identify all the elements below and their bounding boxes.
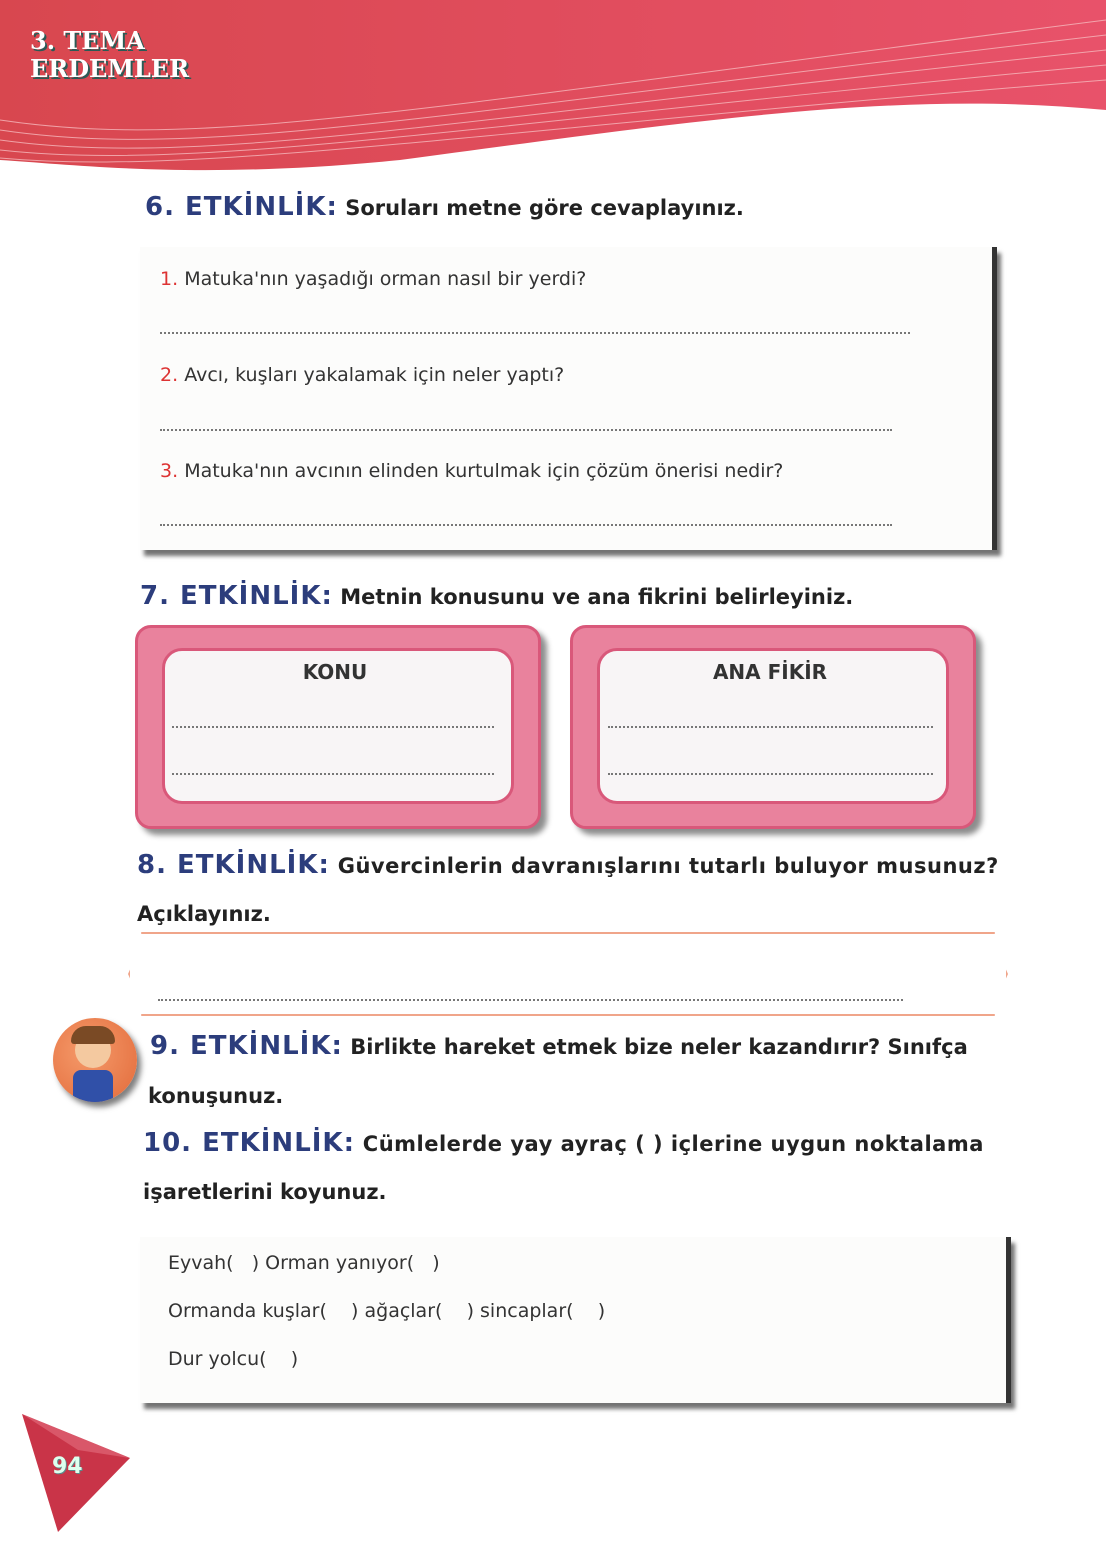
question-1: 1. Matuka'nın yaşadığı orman nasıl bir yerdi? — [160, 268, 587, 290]
topic-line-1[interactable] — [172, 726, 494, 728]
activity-8-heading-line2: Açıklayınız. — [137, 902, 271, 926]
theme-number: 3. TEMA — [30, 26, 145, 55]
answer-line-1[interactable] — [160, 332, 910, 334]
activity-10-heading-line2: işaretlerini koyunuz. — [143, 1180, 387, 1204]
question-2: 2. Avcı, kuşları yakalamak için neler yaptı? — [160, 364, 565, 386]
activity-8-answer-line[interactable] — [158, 999, 903, 1001]
sentence-2: Ormanda kuşlar( ) ağaçlar( ) sincaplar( ) — [168, 1300, 606, 1322]
sentence-1: Eyvah( ) Orman yanıyor( ) — [168, 1252, 440, 1274]
student-avatar-icon — [53, 1018, 137, 1102]
questions-card — [140, 247, 997, 550]
main-idea-label: ANA FİKİR — [712, 660, 828, 684]
activity-10-heading: 10. ETKİNLİK: Cümlelerde yay ayraç ( ) içlerine uygun noktalama — [143, 1128, 984, 1158]
activity-number: 6. ETKİNLİK: — [145, 192, 338, 222]
topic-line-2[interactable] — [172, 773, 494, 775]
activity-8-heading: 8. ETKİNLİK: Güvercinlerin davranışlarını tutarlı buluyor musunuz? — [137, 850, 999, 880]
sentence-3: Dur yolcu( ) — [168, 1348, 299, 1370]
answer-line-2[interactable] — [160, 429, 892, 431]
main-idea-line-2[interactable] — [608, 773, 933, 775]
activity-instruction: Soruları metne göre cevaplayınız. — [345, 196, 744, 220]
activity-9-heading: 9. ETKİNLİK: Birlikte hareket etmek bize neler kazandırır? Sınıfça — [150, 1031, 968, 1061]
activity-6-heading — [145, 192, 744, 222]
answer-line-3[interactable] — [160, 524, 892, 526]
question-3: 3. Matuka'nın avcının elinden kurtulmak için çözüm önerisi nedir? — [160, 460, 784, 482]
page-number: 94 — [52, 1454, 83, 1479]
answer-frame — [128, 932, 1008, 1016]
activity-7-heading: 7. ETKİNLİK: Metnin konusunu ve ana fikrini belirleyiniz. — [140, 581, 854, 611]
main-idea-line-1[interactable] — [608, 726, 933, 728]
activity-9-heading-line2: konuşunuz. — [148, 1084, 284, 1108]
header-wave-banner — [0, 0, 1106, 175]
topic-label: KONU — [302, 660, 368, 684]
theme-name: ERDEMLER — [30, 54, 190, 83]
